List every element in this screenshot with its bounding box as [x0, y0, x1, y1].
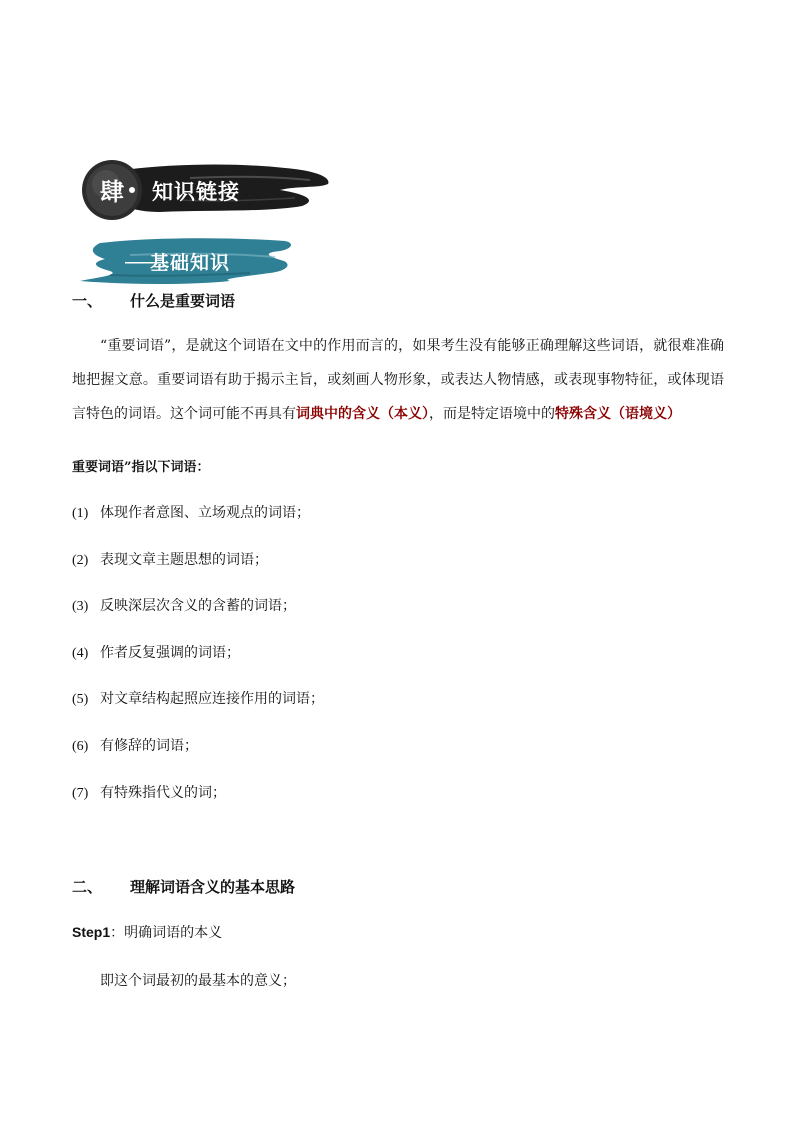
section-heading-2: [72, 876, 295, 897]
banner-title: 基础知识: [150, 252, 231, 274]
step-title: 明确词语的本义: [124, 925, 223, 941]
section-banner-basic-knowledge: [70, 235, 300, 290]
section-title: 理解词语含义的基本思路: [130, 878, 296, 896]
section-number: 二、: [72, 878, 103, 896]
paragraph-text: “重要词语”，是就这个词语在文中的作用而言的，如果考生没有能够正确理解这些词语，就很难准确地把握文意。重要词语有助于揭示主旨，或刻画人物形象，或表达人物情感，或表现事物特征，或体现语言特色的词语。这个词可能不再具有: [72, 338, 724, 422]
intro-paragraph: [72, 329, 724, 431]
list-item: (4) 作者反复强调的词语；: [72, 645, 240, 661]
highlight-dictionary-meaning: 词典中的含义（本义）: [296, 406, 429, 422]
list-item: (1) 体现作者意图、立场观点的词语；: [72, 505, 310, 521]
section-heading-1: [72, 290, 235, 311]
badge-number: 肆: [100, 177, 124, 206]
list-item: (7) 有特殊指代义的词；: [72, 785, 226, 801]
paragraph-text: ，而是特定语境中的: [429, 406, 555, 422]
step-label: Step1: [72, 924, 111, 940]
list-item: (2) 表现文章主题思想的词语；: [72, 552, 268, 568]
list-item: (5) 对文章结构起照应连接作用的词语；: [72, 691, 324, 707]
list-intro: 重要词语”指以下词语：: [72, 460, 210, 475]
section-banner-knowledge-link: [70, 150, 340, 230]
highlight-context-meaning: 特殊含义（语境义）: [555, 406, 681, 422]
section-number: 一、: [72, 292, 103, 310]
section-title: 什么是重要词语: [130, 292, 236, 310]
list-item: (3) 反映深层次含义的含蓄的词语；: [72, 598, 296, 614]
step-1-heading: Step1：明确词语的本义: [72, 924, 223, 941]
banner-title: 知识链接: [152, 179, 240, 204]
step-1-description: 即这个词最初的最基本的意义；: [100, 973, 296, 989]
list-item: (6) 有修辞的词语；: [72, 738, 198, 754]
